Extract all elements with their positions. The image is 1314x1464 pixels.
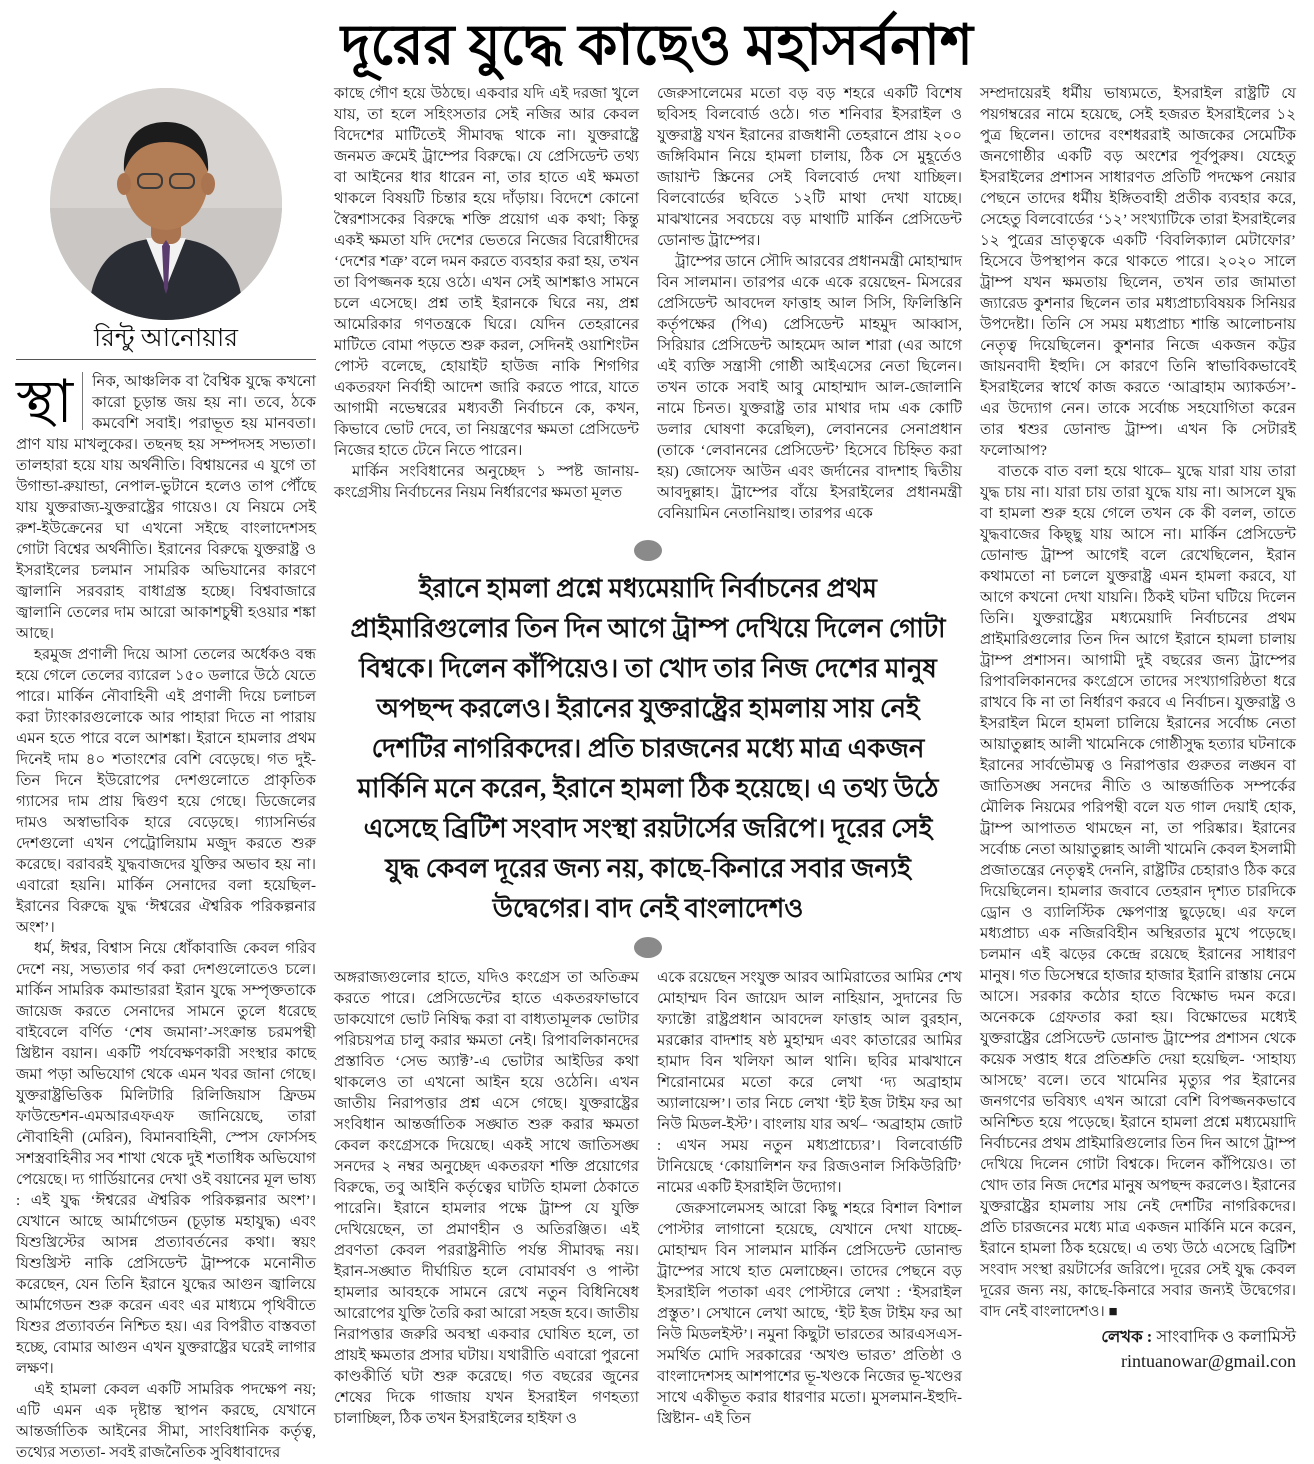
column-2-bottom <box>334 968 639 1430</box>
column-4 <box>980 84 1296 1464</box>
paragraph: একে রয়েছেন সংযুক্ত আরব আমিরাতের আমির শেখ মোহাম্মদ বিন জায়েদ আল নাহিয়ান, সুদানের ডি ফ্যাক্টো রাষ্ট্রপ্রধান আবদেল ফাত্তাহ আল বুরহান, মরক্কোর বাদশাহ ষষ্ঠ মুহাম্মদ এবং কাতারের আমির হামাদ বিন খলিফা আল থানি। ছবির মাঝখানে শিরোনামের মতো করে লেখা ‘দ্য অব্রাহাম অ্যালায়েন্স’। তার নিচে লেখা ‘ইট ইজ টাইম ফর আ নিউ মিডল-ইস্ট’। বাংলায় যার অর্থ– ‘অব্রাহাম জোট : এখন সময় নতুন মধ্যপ্রাচ্যের’। বিলবোর্ডটি টানিয়েছে ‘কোয়ালিশন ফর রিজওনাল সিকিউরিটি’ নামের একটি ইসরাইলি উদ্যোগ। <box>657 970 962 1197</box>
paragraph: অঙ্গরাজ্যগুলোর হাতে, যদিও কংগ্রেস তা অতিক্রম করতে পারে। প্রেসিডেন্টের হাতে একতরফাভাবে ডাকযোগে ভোট নিষিদ্ধ করা বা বাধ্যতামূলক ভোটার পরিচয়পত্র চালু করার ক্ষমতা নেই। রিপাবলিকানদের প্রস্তাবিত ‘সেভ অ্যাক্ট’-এ ভোটার আইডির কথা থাকলেও তা এখনো আইন হয়ে ওঠেনি। এখন জাতীয় নিরাপত্তার প্রশ্ন এসে গেছে। যুক্তরাষ্ট্রের সংবিধান আন্তর্জাতিক সঙ্ঘাত শুরু করার ক্ষমতা কেবল কংগ্রেসকে দিয়েছে। একই সাথে জাতিসঙ্ঘ সনদের ২ নম্বর অনুচ্ছেদ একতরফা শক্তি প্রয়োগের বিরুদ্ধে, তবু আইনি কর্তৃত্বের ঘাটতি হামলা ঠেকাতে পারেনি। ইরানে হামলার পক্ষে ট্রাম্প যে যুক্তি দেখিয়েছেন, তা প্রমাণহীন ও অতিরঞ্জিত। এই প্রবণতা কেবল পররাষ্ট্রনীতি পর্যন্ত সীমাবদ্ধ নয়। ইরান-সঙ্ঘাত দীর্ঘায়িত হলে বোমাবর্ষণ ও পাল্টা হামলার আবহকে সামনে রেখে নতুন বিধিনিষেধ আরোপের যুক্তি তৈরি করা আরো সহজ হবে। জাতীয় নিরাপত্তার জরুরি অবস্থা একবার ঘোষিত হলে, তা প্রায়ই ক্ষমতার প্রসার ঘটায়। যথারীতি এবারো পুরনো কাণ্ডকীর্তি ঘটা শুরু করেছে। গত বছরের জুনের শেষের দিকে গাজায় যখন ইসরাইল গণহত্যা চালাচ্ছিল, ঠিক তখন ইসরাইলের হাইফা ও <box>334 970 639 1428</box>
column-3-bottom <box>657 968 962 1430</box>
byline-divider <box>16 359 316 360</box>
paragraph: সম্প্রদায়েরই ধর্মীয় ভাষ্যমতে, ইসরাইল রাষ্ট্রটি যে পয়গম্বরের নামে হয়েছে, সেই হজরত ইসরাইলের ১২ পুত্র ছিলেন। তাদের বংশধররাই আজকের সেমেটিক জনগোষ্ঠীর একটি বড় অংশের পূর্বপুরুষ। যেহেতু ইসরাইলের প্রশাসন সাধারণত প্রতিটি পদক্ষেপ নেয়ার পেছনে তাদের ধর্মীয় ইঙ্গিতবাহী প্রতীক ব্যবহার করে, সেহেতু বিলবোর্ডের ‘১২’ সংখ্যাটিকে তারা ইসরাইলের ১২ পুত্রের ভ্রাতৃত্বকে একটি ‘বিবলিক্যাল মেটাফোর’ হিসেবে উপস্থাপন করে থাকতে পারে। ২০২০ সালে ট্রাম্প যখন ক্ষমতায় ছিলেন, তখন তার জামাতা জ্যারেড কুশনার ছিলেন তার মধ্যপ্রাচ্যবিষয়ক সিনিয়র উপদেষ্টা। তিনি সে সময় মধ্যপ্রাচ্য শান্তি আলোচনায় নেতৃত্ব দিয়েছিলেন। কুশনার নিজে একজন কট্টর জায়নবাদী ইহুদি। সে কারণে তিনি স্বাভাবিকভাবেই ইসরাইলের স্বার্থে কাজ করতে ‘আব্রাহাম অ্যাকর্ডস’-এর উদ্যোগ নেন। তাকে সর্বোচ্চ সহযোগিতা করেন তার শ্বশুর ডোনাল্ড ট্রাম্প। এখন কি সেটারই ফলোআপ? <box>980 86 1296 460</box>
pull-quote-block <box>334 530 962 968</box>
lead-paragraph-text: নিক, আঞ্চলিক বা বৈশ্বিক যুদ্ধে কখনো কারো চূড়ান্ত জয় হয় না। তবে, ঠকে কমবেশি সবাই। পরাভূত হয় মানবতা। প্রাণ যায় মাখলুকের। তছনছ হয় সম্পদসহ সভ্যতা। তালহারা হয়ে যায় অর্থনীতি। বিশ্বায়নের এ যুগে তা উগান্ডা-রুয়ান্ডা, নেপাল-ভুটানে হলেও তাপ পৌঁছে যায় যুক্তরাজ্য-যুক্তরাষ্ট্রের গায়েও। যে নিয়মে সেই রুশ-ইউক্রেনের ঘা এখনো সইছে বাংলাদেশসহ গোটা বিশ্বের অর্থনীতি। ইরানের বিরুদ্ধে যুক্তরাষ্ট্র ও ইসরাইলের চলমান সামরিক অভিযানের কারণে জ্বালানি সরবরাহ বাধাগ্রস্ত হচ্ছে। বিশ্ববাজারে জ্বালানি তেলের দাম আরো আকাশচুম্বী হওয়ার শঙ্কা আছে। <box>16 374 316 643</box>
pull-quote-text: ইরানে হামলা প্রশ্নে মধ্যমেয়াদি নির্বাচনের প্রথম প্রাইমারিগুলোর তিন দিন আগে ট্রাম্প দেখিয়ে দিলেন গোটা বিশ্বকে। দিলেন কাঁপিয়েও। তা খোদ তার নিজ দেশের মানুষ অপছন্দ করলেও। ইরানের যুক্তরাষ্ট্রের হামলায় সায় নেই দেশটির নাগরিকদের। প্রতি চারজনের মধ্যে মাত্র একজন মার্কিনি মনে করেন, ইরানে হামলা ঠিক হয়েছে। এ তথ্য উঠে এসেছে ব্রিটিশ সংবাদ সংস্থা রয়টার্সের জরিপে। দূরের সেই যুদ্ধ কেবল দূরের জন্য নয়, কাছে-কিনারে সবার জন্যই উদ্বেগের। বাদ নেই বাংলাদেশও <box>350 574 946 924</box>
page-title: দূরের যুদ্ধে কাছেও মহাসর্বনাশ <box>340 15 974 77</box>
column-3-top <box>657 84 962 530</box>
middle-top-section <box>334 84 962 530</box>
paragraph: এই হামলা কেবল একটি সামরিক পদক্ষেপ নয়; এটি এমন এক দৃষ্টান্ত স্থাপন করছে, যেখানে আন্তর্জাতিক আইনের সীমা, সাংবিধানিক কর্তৃত্ব, তথ্যের সত্যতা- সবই রাজনৈতিক সুবিধাবাদের <box>16 1382 316 1462</box>
paragraph: বাতকে বাত বলা হয়ে থাকে– যুদ্ধে যারা যায় তারা যুদ্ধ চায় না। যারা চায় তারা যুদ্ধে যায় না। আসলে যুদ্ধ বা হামলা শুরু হয়ে গেলে তখন কে কী বলল, তাতে যুদ্ধবাজের কিছ্ছু যায় আসে না। মার্কিন প্রেসিডেন্ট ডোনাল্ড ট্রাম্প আগেই বলে রেখেছিলেন, ইরান কথামতো না চললে যুক্তরাষ্ট্র এমন হামলা করবে, যা আগে কখনো দেখা যায়নি। ঠিকই ঘটনা ঘটিয়ে দিলেন তিনি। যুক্তরাষ্ট্রের মধ্যমেয়াদি নির্বাচনের প্রথম প্রাইমারিগুলোর তিন দিন আগে ইরানে হামলা চালায় ট্রাম্প প্রশাসন। আগামী দুই বছরের জন্য ট্রাম্পের রিপাবলিকানদের কংগ্রেসে তাদের সংখ্যাগরিষ্ঠতা ধরে রাখবে কি না তা নির্ধারণ করবে এ নির্বাচন। যুক্তরাষ্ট্র ও ইসরাইল মিলে হামলা চালিয়ে ইরানের সর্বোচ্চ নেতা আয়াতুল্লাহ আলী খামেনিকে গোষ্ঠীসুদ্ধ হত্যার ঘটনাকে ইরানের সার্বভৌমত্ব ও নিরাপত্তার গুরুতর লঙ্ঘন বা জাতিসঙ্ঘ সনদের নীতি ও আন্তর্জাতিক সম্পর্কের মৌলিক নিয়মের পরিপন্থী বলে যত গাল দেয়াই হোক, ট্রাম্প আপাতত থামছেন না, তা পরিষ্কার। ইরানের সর্বোচ্চ নেতা আয়াতুল্লাহ আলী খামেনি কেবল ইসলামী প্রজাতন্ত্রের নেতৃত্বই দেননি, রাষ্ট্রটির চেহারাও ঠিক করে দিয়েছিলেন। হামলার জবাবে তেহরান দৃশ্যত চারদিকে ড্রোন ও ব্যালিস্টিক ক্ষেপণাস্ত্র ছুড়েছে। এর ফলে মধ্যপ্রাচ্য এক নজিরবিহীন অস্থিরতার মুখে পড়েছে। চলমান এই ঝড়ের কেন্দ্রে রয়েছে ইরানের সাধারণ মানুষ। গত ডিসেম্বরে হাজার হাজার ইরানি রাস্তায় নেমে আসে। সরকার কঠোর হাতে বিক্ষোভ দমন করে। অনেককে গ্রেফতার করা হয়। বিক্ষোভের মধ্যেই যুক্তরাষ্ট্রের প্রেসিডেন্ট ডোনাল্ড ট্রাম্পের প্রশাসন থেকে কয়েক সপ্তাহ ধরে প্রতিশ্রুতি দেয়া হয়েছিল- ‘সাহায্য আসছে’ বলে। তবে খামেনির মৃত্যুর পর ইরানের জনগণের ভবিষ্যৎ এখন আরো বেশি বিপজ্জনকভাবে অনিশ্চিত হয়ে পড়েছে। ইরানে হামলা প্রশ্নে মধ্যমেয়াদি নির্বাচনের প্রথম প্রাইমারিগুলোর তিন দিন আগে ট্রাম্প দেখিয়ে দিলেন গোটা বিশ্বকে। দিলেন কাঁপিয়েও। তা খোদ তার নিজ দেশের মানুষ অপছন্দ করলেও। ইরানের যুক্তরাষ্ট্রের হামলায় সায় নেই দেশটির নাগরিকদের। প্রতি চারজনের মধ্যে মাত্র একজন মার্কিনি মনে করেন, ইরানে হামলা ঠিক হয়েছে। এ তথ্য উঠে এসেছে ব্রিটিশ সংবাদ সংস্থা রয়টার্সের জরিপে। দূরের সেই যুদ্ধ কেবল দূরের জন্য নয়, কাছে-কিনারে সবার জন্যই উদ্বেগের। বাদ নেই বাংলাদেশও। ■ <box>980 464 1296 1321</box>
author-photo-illustration <box>50 88 282 320</box>
article-body <box>0 84 1314 1464</box>
paragraph: জেরুসালেমসহ আরো কিছু শহরে বিশাল বিশাল পোস্টার লাগানো হয়েছে, যেখানে দেখা যাচ্ছে- মোহাম্মদ বিন সালমান মার্কিন প্রেসিডেন্ট ডোনাল্ড ট্রাম্পের সাথে হাত মেলাচ্ছেন। তাদের পেছনে বড় ইসরাইলি পতাকা এবং পোস্টারে লেখা : ‘ইসরাইল প্রস্তুত’। সেখানে লেখা আছে, ‘ইট ইজ টাইম ফর আ নিউ মিডলইস্ট’। নমুনা কিছুটা ভারতের আরএসএস-সমর্থিত মোদি সরকারের ‘অখণ্ড ভারত’ প্রতিষ্ঠা ও বাংলাদেশসহ আশপাশের ভূ-খণ্ডকে নিজের ভূ-খণ্ডের সাথে একীভূত করার ধারণার মতো। মুসলমান-ইহুদি-খ্রিষ্টান- এই তিন <box>657 1201 962 1428</box>
middle-columns <box>334 84 962 1464</box>
author-photo <box>50 88 282 320</box>
paragraph: ধর্ম, ঈশ্বর, বিশ্বাস নিয়ে ধোঁকাবাজি কেবল গরিব দেশে নয়, সভ্যতার গর্ব করা দেশগুলোতেও চলে। মার্কিন সামরিক কমান্ডাররা ইরান যুদ্ধে সম্পৃক্ততাকে জায়েজ করতে সেনাদের সামনে তুলে ধরেছে বাইবেলে বর্ণিত ‘শেষ জমানা’-সংক্রান্ত চরমপন্থী খ্রিষ্টান বয়ান। একটি পর্যবেক্ষণকারী সংস্থার কাছে জমা পড়া অভিযোগ থেকে এমন খবর জানা গেছে। যুক্তরাষ্ট্রভিত্তিক মিলিটারি রিলিজিয়াস ফ্রিডম ফাউন্ডেশন-এমআরএফএফ জানিয়েছে, তারা নৌবাহিনী (মেরিন), বিমানবাহিনী, স্পেস ফোর্সসহ সশস্ত্রবাহিনীর সব শাখা থেকে দুই শতাধিক অভিযোগ পেয়েছে। দ্য গার্ডিয়ানের দেখা ওই বয়ানের মূল ভাষ্য : এই যুদ্ধ ‘ঈশ্বরের ঐশ্বরিক পরিকল্পনার অংশ’। যেখানে আছে আর্মাগেডন (চূড়ান্ত মহাযুদ্ধ) এবং যিশুখ্রিস্টের আসন্ন প্রত্যাবর্তনের কথা। স্বয়ং যিশুখ্রিস্ট নাকি প্রেসিডেন্ট ট্রাম্পকে মনোনীত করেছেন, যেন তিনি ইরানে যুদ্ধের আগুন জ্বালিয়ে আর্মাগেডন শুরু করেন এবং এর মাধ্যমে পৃথিবীতে যিশুর প্রত্যাবর্তন নিশ্চিত হয়। এর বিপরীত বাস্তবতা হচ্ছে, বোমার আগুন এখন যুক্তরাষ্ট্রের ঘরেই লাগার লক্ষণ। <box>16 941 316 1378</box>
lead-paragraph <box>16 369 316 645</box>
quote-dot-bottom-icon <box>634 937 662 958</box>
quote-dot-top-icon <box>634 540 662 561</box>
paragraph: কাছে গৌণ হয়ে উঠছে। একবার যদি এই দরজা খুলে যায়, তা হলে সহিংসতার সেই নজির আর কেবল বিদেশের মাটিতেই সীমাবদ্ধ থাকে না। যুক্তরাষ্ট্রে জনমত ক্রমেই ট্রাম্পের বিরুদ্ধে। যে প্রেসিডেন্ট তথ্য বা আইনের ধার ধারেন না, তার হাতে এই ক্ষমতা থাকলে বিষয়টি চিন্তার হয়ে দাঁড়ায়। বিদেশে কোনো স্বৈরশাসকের বিরুদ্ধে শক্তি প্রয়োগ এক কথা; কিন্তু একই ক্ষমতা যদি দেশের ভেতরে নিজের বিরোধীদের ‘দেশের শত্রু’ বলে দমন করতে ব্যবহার করা হয়, তখন তা বিপজ্জনক হয়ে ওঠে। এখন সেই আশঙ্কাও সামনে চলে এসেছে। প্রশ্ন তাই ইরানকে ঘিরে নয়, প্রশ্ন আমেরিকার গণতন্ত্রকে ঘিরে। যেদিন তেহরানের মাটিতে বোমা পড়তে শুরু করল, সেদিনই ওয়াশিংটন পোস্ট বলেছে, হোয়াইট হাউজ নাকি শিগগির একতরফা নির্বাহী আদেশ জারি করতে পারে, যাতে আগামী নভেম্বরের মধ্যবর্তী নির্বাচনে কে, কখন, কিভাবে ভোট দেবে, তা নিয়ন্ত্রণের ক্ষমতা প্রেসিডেন্ট নিজের হাতে টেনে নিতে পারেন। <box>334 86 639 460</box>
paragraph: জেরুসালেমের মতো বড় বড় শহরে একটি বিশেষ ছবিসহ বিলবোর্ড ওঠে। গত শনিবার ইসরাইল ও যুক্তরাষ্ট্র যখন ইরানের রাজধানী তেহরানে প্রায় ২০০ জঙ্গিবিমান নিয়ে হামলা চালায়, ঠিক সে মুহূর্তেও জায়ান্ট স্ক্রিনের সেই বিলবোর্ড দেখা যাচ্ছিল। বিলবোর্ডের ছবিতে ১২টি মাথা দেখা যাচ্ছে। মাঝখানের সবচেয়ে বড় মাথাটি মার্কিন প্রেসিডেন্ট ডোনাল্ড ট্রাম্পের। <box>657 86 962 250</box>
credit-label: লেখক : <box>1101 1327 1153 1347</box>
author-credit <box>980 1325 1296 1374</box>
drop-cap: স্থা <box>16 372 83 430</box>
column-1-paragraphs <box>16 645 316 1464</box>
column-2-top <box>334 84 639 530</box>
credit-text: সাংবাদিক ও কলামিস্ট <box>1152 1327 1296 1347</box>
middle-bottom-section <box>334 968 962 1430</box>
author-name: রিন্টু আনোয়ার <box>94 325 238 353</box>
paragraph: হরমুজ প্রণালী দিয়ে আসা তেলের অর্ধেকও বন্ধ হয়ে গেলে তেলের ব্যারেল ১৫০ ডলারে উঠে যেতে পারে। মার্কিন নৌবাহিনী এই প্রণালী দিয়ে চলাচল করা ট্যাংকারগুলোকে আর পাহারা দিতে না পারায় এমন হতে পারে বলে আশঙ্কা। ইরানে হামলার প্রথম দিনেই দাম ৪০ শতাংশের বেশি বেড়েছে। গত দুই-তিন দিনে ইউরোপের দেশগুলোতে প্রাকৃতিক গ্যাসের দাম প্রায় দ্বিগুণ হয়ে গেছে। ডিজেলের দামও অস্বাভাবিক হারে বেড়েছে। গ্যাসনির্ভর দেশগুলো এখন পেট্রোলিয়াম মজুদ করতে শুরু করেছে। বরাবরই যুদ্ধবাজদের যুক্তির অভাব হয় না। এবারো হয়নি। মার্কিন সেনাদের বলা হয়েছিল- ইরানের বিরুদ্ধে যুদ্ধ ‘ঈশ্বরের ঐশ্বরিক পরিকল্পনার অংশ’। <box>16 647 316 937</box>
paragraph: মার্কিন সংবিধানের অনুচ্ছেদ ১ স্পষ্ট জানায়- কংগ্রেসীয় নির্বাচনের নিয়ম নির্ধারণের ক্ষমতা মূলত <box>334 464 639 502</box>
author-block <box>16 88 316 353</box>
newspaper-article-page <box>0 14 1314 1462</box>
paragraph: ট্রাম্পের ডানে সৌদি আরবের প্রধানমন্ত্রী মোহাম্মাদ বিন সালমান। তারপর একে একে রয়েছেন- মিসরের প্রেসিডেন্ট আবদেল ফাত্তাহ আল সিসি, ফিলিস্তিনি কর্তৃপক্ষের (পিএ) প্রেসিডেন্ট মাহমুদ আব্বাস, সিরিয়ার প্রেসিডেন্ট আহমেদ আল শারা (এর আগে এই ব্যক্তি সন্ত্রাসী গোষ্ঠী আইএসের নেতা ছিলেন। তখন তাকে সবাই আবু মোহাম্মাদ আল-জোলানি নামে চিনত। যুক্তরাষ্ট্র তার মাথার দাম এক কোটি ডলার ঘোষণা করেছিল), লেবাননের সেনাপ্রধান (তাকে ‘লেবাননের প্রেসিডেন্ট’ হিসেবে চিহ্নিত করা হয়) জোসেফ আউন এবং জর্দানের বাদশাহ দ্বিতীয় আবদুল্লাহ। ট্রাম্পের বাঁয়ে ইসরাইলের প্রধানমন্ত্রী বেনিয়ামিন নেতানিয়াহু। তারপর একে <box>657 254 962 523</box>
author-email: rintuanowar@gmail.con <box>1120 1351 1296 1372</box>
column-4-paragraphs <box>980 84 1296 1323</box>
column-1 <box>16 84 316 1464</box>
